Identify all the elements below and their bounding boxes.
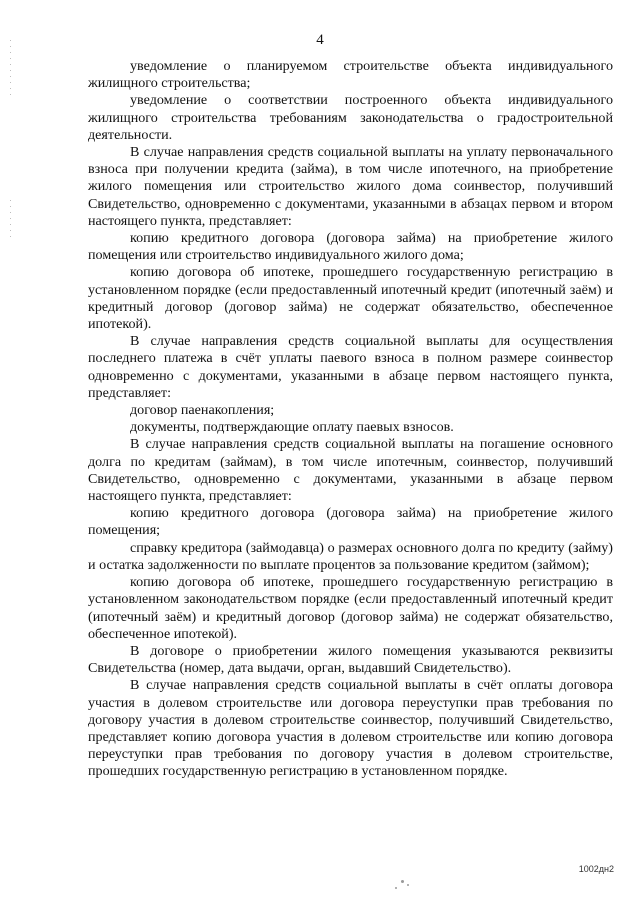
paragraph: В случае направления средств социальной выплаты на погашение основного долга по кредитам (займам), в том числе ипотечным, соинвестор, получивший Свидетельство, одновременно с документами, указанными в абзаце первом настоящего пункта, представляет: — [88, 436, 613, 505]
paragraph: копию кредитного договора (договора займа) на приобретение жилого помещения; — [88, 505, 613, 539]
paragraph: документы, подтверждающие оплату паевых взносов. — [130, 419, 454, 436]
scan-speck — [395, 887, 397, 889]
paragraph: В договоре о приобретении жилого помещения указываются реквизиты Свидетельства (номер, дата выдачи, орган, выдавший Свидетельство). — [88, 642, 613, 677]
paragraph: копию кредитного договора (договора займа) на приобретение жилого помещения или строительство индивидуального жилого дома; — [88, 230, 613, 264]
paragraph: уведомление о планируемом строительстве объекта индивидуального жилищного строительства; — [88, 58, 613, 92]
paragraph: В случае направления средств социальной выплаты для осуществления последнего платежа в счёт уплаты паевого взноса в полном размере соинвестор одновременно с документами, указанными в абзаце первом настоящего пункта, представляет: — [88, 333, 613, 401]
paragraph: В случае направления средств социальной выплаты на уплату первоначального взноса при получении кредита (займа), в том числе ипотечного, на приобретение жилого помещения или строительство жилого дома соинвестор, получивший Свидетельство, одновременно с документами, указанными в абзацах первом и втором настоящего пункта, представляет: — [88, 144, 613, 229]
paragraph: В случае направления средств социальной выплаты в счёт оплаты договора участия в долевом строительстве или договора переуступки прав требования по договору участия в долевом строительстве соинвестор, получивший Свидетельство, представляет копию договора участия в долевом строительстве или копию договора переуступки прав требования по договору участия в долевом строительстве, прошедших государственную регистрацию в установленном порядке. — [88, 677, 613, 780]
paragraph: копию договора об ипотеке, прошедшего государственную регистрацию в установленном законодательством порядке (если предоставленный ипотечный кредит (ипотечный заём) и кредитный договор (договор займа) не содержат обязательство, обеспеченное ипотекой). — [88, 574, 613, 642]
scan-speck — [407, 884, 409, 886]
paragraph: справку кредитора (займодавца) о размерах основного долга по кредиту (займу) и остатка задолженности по выплате процентов за пользование кредитом (займом); — [88, 539, 613, 573]
document-body — [88, 58, 613, 781]
document-code: 1002дн2 — [578, 864, 614, 874]
paragraph: копию договора об ипотеке, прошедшего государственную регистрацию в установленном порядке (если предоставленный ипотечный кредит (ипотечный заём) и кредитный договор (договор займа) не содержат обязательство, обеспеченное ипотекой). — [88, 264, 613, 333]
scan-margin-marks — [10, 200, 11, 240]
paragraph: договор паенакопления; — [130, 402, 275, 419]
page-number: 4 — [316, 32, 324, 48]
paragraph: уведомление о соответствии построенного объекта индивидуального жилищного строительства требованиям законодательства о градостроительной деятельности. — [88, 92, 613, 143]
scan-speck — [401, 880, 404, 883]
scan-margin-marks — [10, 40, 11, 100]
